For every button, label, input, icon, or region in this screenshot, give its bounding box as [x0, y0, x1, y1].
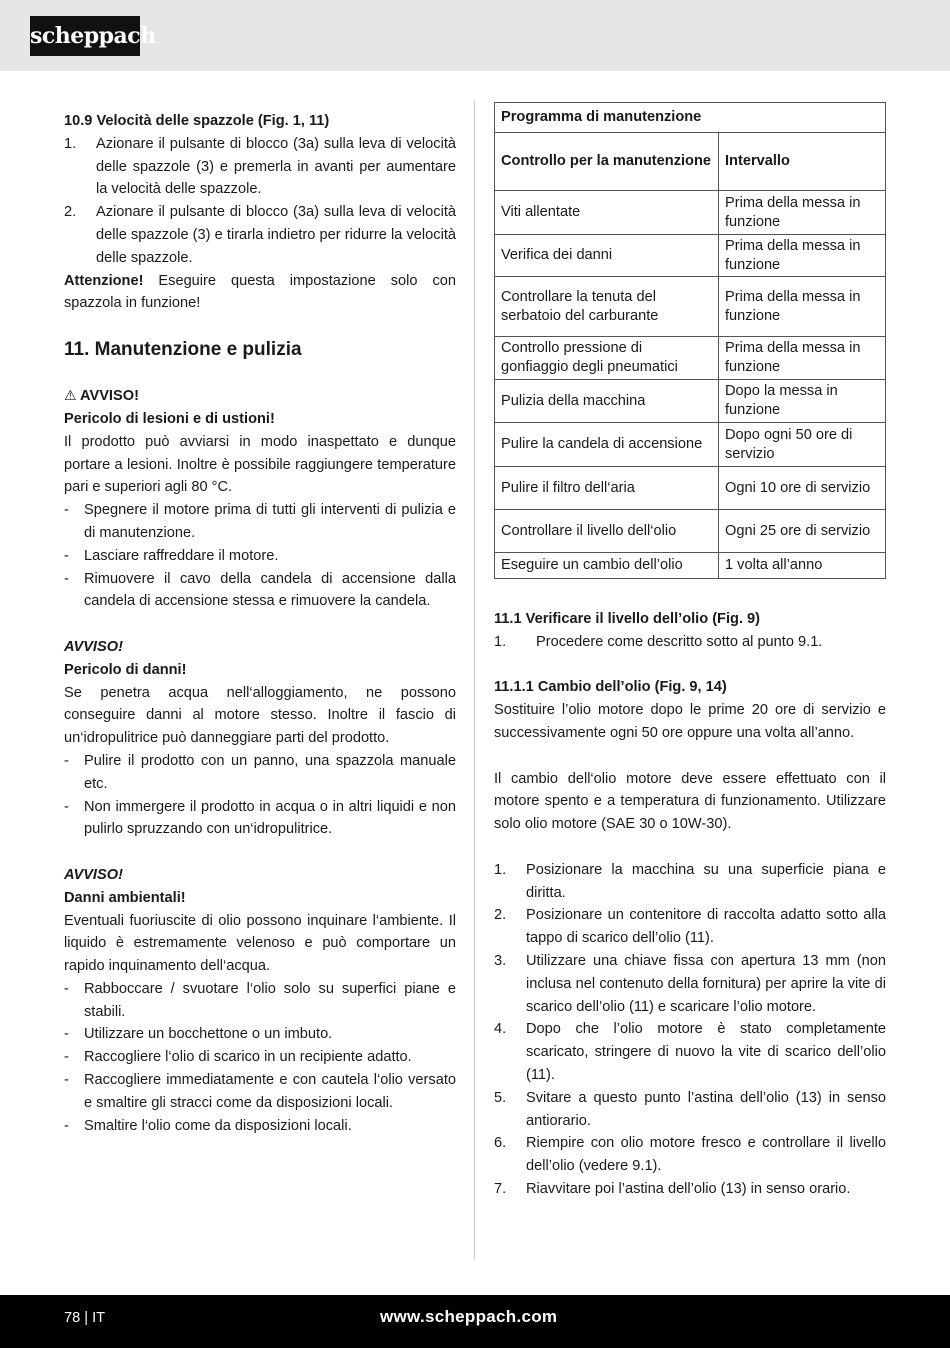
- warning-triangle-icon: ⚠: [64, 387, 77, 404]
- table-cell: Dopo ogni 50 ore di servizio: [719, 423, 886, 467]
- item-text: Pulire il prodotto con un panno, una spazzola manuale etc.: [84, 752, 456, 792]
- warning-subtitle: Danni ambientali!: [64, 889, 186, 906]
- table-row: [495, 235, 886, 277]
- table-row: [495, 510, 886, 553]
- table-row: [495, 191, 886, 235]
- table-cell: Ogni 10 ore di servizio: [719, 467, 886, 510]
- table-cell: Prima della messa in funzione: [719, 235, 886, 277]
- table-cell: Ogni 25 ore di servizio: [719, 510, 886, 553]
- attention-text: Eseguire questa impostazione solo con spazzola in funzione!: [64, 272, 456, 312]
- item-number: 2.: [64, 204, 77, 221]
- section-10-9-heading: 10.9 Velocità delle spazzole (Fig. 1, 11): [64, 113, 330, 129]
- table-row: [495, 337, 886, 380]
- table-cell: Eseguire un cambio dell’olio: [495, 553, 719, 579]
- table-cell: Prima della messa in funzione: [719, 191, 886, 235]
- warning-title: ⚠ AVVISO!: [64, 384, 456, 408]
- list-item: 5. Svitare a questo punto l’astina dell’olio (13) in senso antiorario.: [494, 1087, 886, 1133]
- table-cell: Dopo la messa in funzione: [719, 380, 886, 423]
- warning-text: Il prodotto può avviarsi in modo inaspettato e dunque portare a lesioni. Inoltre è possibile raggiungere temperature pari e superiori agli 80 °C.: [64, 433, 456, 496]
- maintenance-table: [494, 102, 886, 579]
- top-bar: [0, 0, 950, 71]
- list-item: 2. Posizionare un contenitore di raccolta adatto sotto alla tappo di scarico dell’olio (11).: [494, 904, 886, 950]
- warning-text: Se penetra acqua nell‘alloggiamento, ne possono conseguire danni al motore stesso. Inoltre il fascio di un‘idropulitrice può danneggiare parti del prodotto.: [64, 684, 456, 747]
- item-text: Lasciare raffreddare il motore.: [84, 547, 279, 564]
- section-11-1-heading: 11.1 Verificare il livello dell’olio (Fig. 9): [494, 611, 761, 627]
- item-text: Rimuovere il cavo della candela di accensione dalla candela di accensione stessa e rimuovere la candela.: [84, 570, 456, 610]
- item-text: Utilizzare una chiave fissa con apertura 13 mm (non inclusa nel contenuto della fornitura) per aprire la vite di scarico dell’olio (11) e scaricare l’olio motore.: [526, 952, 886, 1015]
- item-number: 1.: [494, 633, 507, 650]
- paragraph: Sostituire l’olio motore dopo le prime 20 ore di servizio e successivamente ogni 50 ore oppure una volta all’anno.: [494, 702, 886, 741]
- table-cell: Controllo pressione di gonfiaggio degli pneumatici: [495, 337, 719, 380]
- warning-title: AVVISO!: [64, 638, 123, 655]
- item-text: Azionare il pulsante di blocco (3a) sulla leva di velocità delle spazzole (3) e tirarla indietro per ridurre la velocità delle spazzole.: [96, 204, 456, 266]
- table-row: [495, 423, 886, 467]
- list-item: - Non immergere il prodotto in acqua o in altri liquidi e non pulirlo spruzzando con un‘idropulitrice.: [64, 796, 456, 842]
- page-number: 78 | IT: [64, 1310, 106, 1326]
- item-text: Spegnere il motore prima di tutti gli interventi di pulizia e di manutenzione.: [84, 502, 456, 541]
- item-text: Rabboccare / svuotare l‘olio solo su superfici piane e stabili.: [84, 980, 456, 1020]
- table-cell: Pulizia della macchina: [495, 380, 719, 423]
- table-cell: Verifica dei danni: [495, 235, 719, 277]
- table-header-row: [495, 133, 886, 191]
- list-item: 3. Utilizzare una chiave fissa con apertura 13 mm (non inclusa nel contenuto della fornitura) per aprire la vite di scarico dell’olio (11) e scaricare l’olio motore.: [494, 950, 886, 1018]
- list-item: 1. Posizionare la macchina su una superficie piana e diritta.: [494, 859, 886, 905]
- item-text: Riempire con olio motore fresco e controllare il livello dell’olio (vedere 9.1).: [526, 1135, 886, 1175]
- warning-subtitle: Pericolo di danni!: [64, 661, 187, 678]
- list-item: 6. Riempire con olio motore fresco e controllare il livello dell’olio (vedere 9.1).: [494, 1132, 886, 1178]
- table-cell: Viti allentate: [495, 191, 719, 235]
- item-text: Smaltire l‘olio come da disposizioni locali.: [84, 1117, 352, 1134]
- item-text: Utilizzare un bocchettone o un imbuto.: [84, 1026, 333, 1043]
- item-text: Procedere come descritto sotto al punto 9.1.: [536, 633, 823, 650]
- table-title: Programma di manutenzione: [495, 103, 886, 133]
- table-title-row: [495, 103, 886, 133]
- item-text: Raccogliere l‘olio di scarico in un recipiente adatto.: [84, 1049, 412, 1066]
- list-item: 7. Riavvitare poi l’astina dell’olio (13) in senso orario.: [494, 1178, 886, 1201]
- list-item: [64, 133, 456, 201]
- table-cell: Pulire il filtro dell‘aria: [495, 467, 719, 510]
- warning-text: Eventuali fuoriuscite di olio possono inquinare l‘ambiente. Il liquido è estremamente velenoso e può comportare un rapido inquinamento dell‘acqua.: [64, 912, 456, 975]
- item-text: Azionare il pulsante di blocco (3a) sulla leva di velocità delle spazzole (3) e premerla in avanti per aumentare la velocità delle spazzole.: [96, 135, 456, 198]
- list-item: [494, 631, 886, 654]
- list-item: - Spegnere il motore prima di tutti gli interventi di pulizia e di manutenzione.: [64, 499, 456, 545]
- attention-label: Attenzione!: [64, 272, 144, 289]
- table-cell: Controllare il livello dell‘olio: [495, 510, 719, 553]
- right-column: [494, 608, 886, 1201]
- warning-subtitle: Pericolo di lesioni e di ustioni!: [64, 410, 275, 427]
- column-header: Controllo per la manutenzione: [495, 133, 719, 191]
- section-11-heading: 11. Manutenzione e pulizia: [64, 339, 302, 361]
- list-item: - Rabboccare / svuotare l‘olio solo su superfici piane e stabili.: [64, 978, 456, 1024]
- brand-logo: scheppach: [30, 16, 140, 56]
- item-text: Non immergere il prodotto in acqua o in altri liquidi e non pulirlo spruzzando con un‘idropulitrice.: [84, 798, 456, 838]
- table-row: [495, 467, 886, 510]
- website-link[interactable]: www.scheppach.com: [380, 1307, 558, 1326]
- list-item: - Lasciare raffreddare il motore.: [64, 545, 456, 568]
- list-item: - Rimuovere il cavo della candela di accensione dalla candela di accensione stessa e rimuovere la candela.: [64, 568, 456, 614]
- table-cell: Controllare la tenuta del serbatoio del carburante: [495, 277, 719, 337]
- section-11-1-1-heading: 11.1.1 Cambio dell’olio (Fig. 9, 14): [494, 679, 727, 696]
- list-item: - Raccogliere immediatamente e con cautela l‘olio versato e smaltire gli stracci come da disposizioni locali.: [64, 1069, 456, 1115]
- item-text: Raccogliere immediatamente e con cautela l‘olio versato e smaltire gli stracci come da disposizioni locali.: [84, 1072, 456, 1111]
- footer-bar: [0, 1295, 950, 1348]
- item-text: Posizionare la macchina su una superficie piana e diritta.: [526, 861, 886, 901]
- table-cell: Pulire la candela di accensione: [495, 423, 719, 467]
- list-item: [64, 201, 456, 269]
- table-cell: Prima della messa in funzione: [719, 277, 886, 337]
- warning-title: AVVISO!: [64, 866, 123, 883]
- item-number: 1.: [64, 135, 77, 152]
- list-item: - Raccogliere l‘olio di scarico in un recipiente adatto.: [64, 1046, 456, 1069]
- table-cell: Prima della messa in funzione: [719, 337, 886, 380]
- left-column: [64, 110, 456, 1137]
- table-row: [495, 553, 886, 579]
- table-cell: 1 volta all’anno: [719, 553, 886, 579]
- item-text: Svitare a questo punto l’astina dell’olio (13) in senso antiorario.: [526, 1089, 886, 1129]
- item-text: Dopo che l’olio motore è stato completamente scaricato, stringere di nuovo la vite di scarico dell’olio (11).: [526, 1021, 886, 1083]
- list-item: - Utilizzare un bocchettone o un imbuto.: [64, 1023, 456, 1046]
- column-divider: [474, 100, 475, 1260]
- paragraph: Il cambio dell‘olio motore deve essere effettuato con il motore spento e a temperatura di funzionamento. Utilizzare solo olio motore (SAE 30 o 10W-30).: [494, 770, 886, 833]
- item-text: Riavvitare poi l’astina dell’olio (13) in senso orario.: [526, 1180, 851, 1197]
- table-row: [495, 380, 886, 423]
- table-row: [495, 277, 886, 337]
- list-item: - Smaltire l‘olio come da disposizioni locali.: [64, 1115, 456, 1138]
- column-header: Intervallo: [719, 133, 886, 191]
- list-item: 4. Dopo che l’olio motore è stato completamente scaricato, stringere di nuovo la vite di scarico dell’olio (11).: [494, 1018, 886, 1086]
- item-text: Posizionare un contenitore di raccolta adatto sotto alla tappo di scarico dell’olio (11).: [526, 907, 886, 947]
- attention-note: [64, 270, 456, 316]
- list-item: - Pulire il prodotto con un panno, una spazzola manuale etc.: [64, 750, 456, 796]
